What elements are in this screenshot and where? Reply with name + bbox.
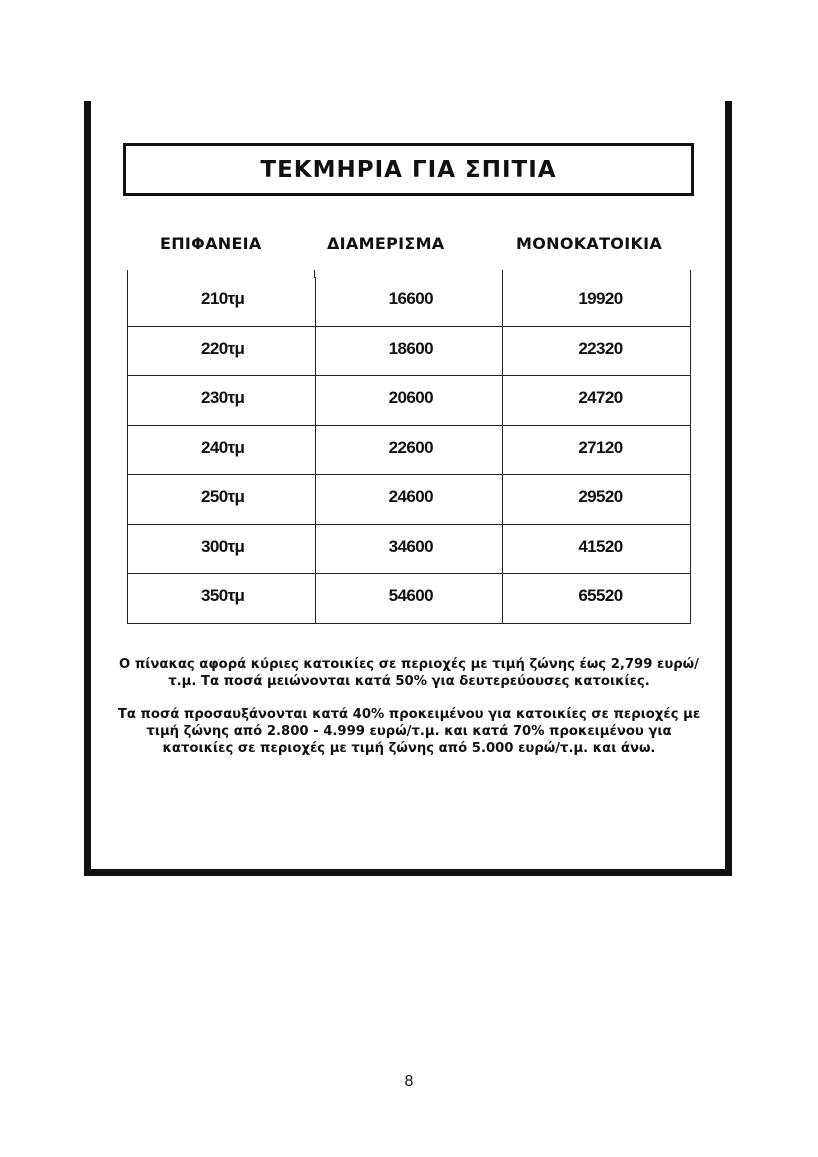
page-number: 8 xyxy=(404,1073,414,1090)
apartment-value-cell: 24600 xyxy=(315,475,503,525)
frame-left-border xyxy=(84,101,91,876)
area-cell: 240τμ xyxy=(128,425,316,475)
area-cell: 210τμ xyxy=(128,277,316,326)
presumption-table xyxy=(127,277,691,624)
apartment-value-cell: 16600 xyxy=(315,277,503,326)
apartment-value-cell: 22600 xyxy=(315,425,503,475)
apartment-value-cell: 18600 xyxy=(315,326,503,376)
area-cell: 250τμ xyxy=(128,475,316,525)
house-value-cell: 27120 xyxy=(503,425,691,475)
house-value-cell: 65520 xyxy=(503,574,691,624)
page-title: ΤΕΚΜΗΡΙΑ ΓΙΑ ΣΠΙΤΙΑ xyxy=(260,156,557,183)
note-primary-residence: Ο πίνακας αφορά κύριες κατοικίες σε περιοχές με τιμή ζώνης έως 2,799 ευρώ/τ.μ. Τα ποσά μειώνονται κατά 50% για δευτερεύουσες κατοικίες. xyxy=(119,657,699,689)
column-header-apartment: ΔΙΑΜΕΡΙΣΜΑ xyxy=(327,234,445,253)
house-value-cell: 29520 xyxy=(503,475,691,525)
frame-bottom-border xyxy=(84,869,732,876)
table-row xyxy=(128,524,691,574)
title-box xyxy=(123,143,694,196)
house-value-cell: 24720 xyxy=(503,376,691,426)
house-value-cell: 41520 xyxy=(503,524,691,574)
house-value-cell: 22320 xyxy=(503,326,691,376)
area-cell: 230τμ xyxy=(128,376,316,426)
house-value-cell: 19920 xyxy=(503,277,691,326)
table-row xyxy=(128,425,691,475)
note-zone-surcharge: Τα ποσά προσαυξάνονται κατά 40% προκειμένου για κατοικίες σε περιοχές με τιμή ζώνης από 2.800 - 4.999 ευρώ/τ.μ. και κατά 70% προκειμένου για κατοικίες σε περιοχές με τιμή ζώνης από 5.000 ευρώ/τ.μ. και άνω. xyxy=(117,707,701,756)
table-row xyxy=(128,326,691,376)
area-cell: 220τμ xyxy=(128,326,316,376)
table-row xyxy=(128,376,691,426)
apartment-value-cell: 54600 xyxy=(315,574,503,624)
apartment-value-cell: 34600 xyxy=(315,524,503,574)
table-row xyxy=(128,475,691,525)
table-row xyxy=(128,574,691,624)
column-header-area: ΕΠΙΦΑΝΕΙΑ xyxy=(160,234,262,253)
apartment-value-cell: 20600 xyxy=(315,376,503,426)
table-row xyxy=(128,277,691,326)
column-header-detached-house: ΜΟΝΟΚΑΤΟΙΚΙΑ xyxy=(516,234,663,253)
area-cell: 350τμ xyxy=(128,574,316,624)
frame-right-border xyxy=(725,101,732,876)
area-cell: 300τμ xyxy=(128,524,316,574)
